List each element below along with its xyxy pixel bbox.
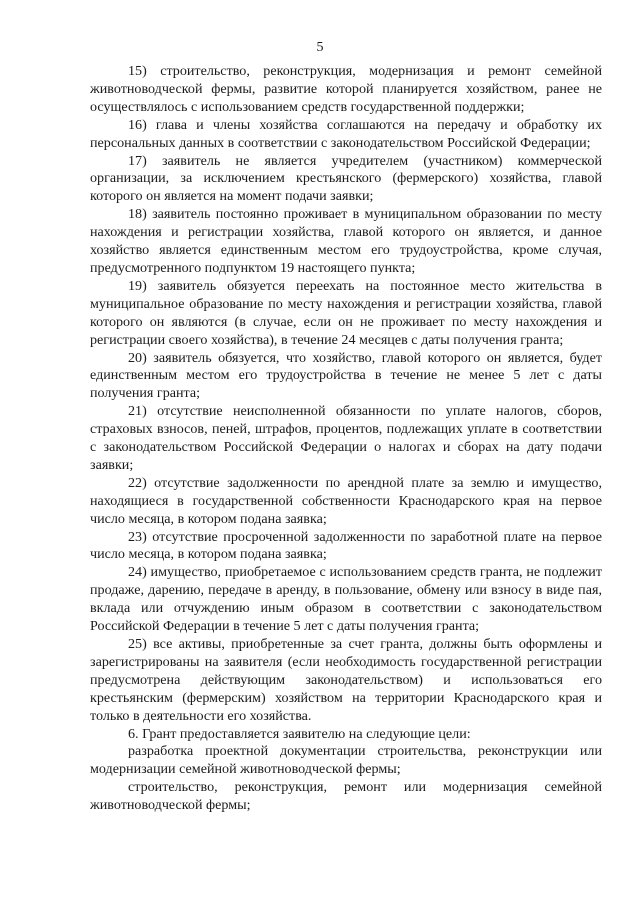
paragraph-21: 21) отсутствие неисполненной обязанности по уплате налогов, сборов, страховых взносов, пеней, штрафов, процентов, подлежащих уплате в соответствии с законодательством Российской Федерации о налогах и сборах на дату подачи заявки;: [90, 403, 602, 473]
paragraph-18: 18) заявитель постоянно проживает в муниципальном образовании по месту нахождения и регистрации хозяйства, главой которого он является, и данное хозяйство является единственным местом его трудоустройства, кроме случая, предусмотренного подпунктом 19 настоящего пункта;: [90, 206, 602, 276]
paragraph-15: 15) строительство, реконструкция, модернизация и ремонт семейной животноводческой фермы, развитие которой планируется хозяйством, ранее не осуществлялось с использованием средств государственной поддержки;: [90, 63, 602, 115]
grant-purpose-construction: строительство, реконструкция, ремонт или модернизация семейной животноводческой фермы;: [90, 779, 602, 814]
paragraph-16: 16) глава и члены хозяйства соглашаются на передачу и обработку их персональных данных в соответствии с законодательством Российской Федерации;: [90, 116, 602, 151]
grant-purpose-design: разработка проектной документации строительства, реконструкции или модернизации семейной животноводческой фермы;: [90, 743, 602, 778]
paragraph-19: 19) заявитель обязуется переехать на постоянное место жительства в муниципальное образование по месту нахождения и регистрации хозяйства, главой которого он являются (в случае, если он не проживает по месту нахождения и регистрации своего хозяйства), в течение 24 месяцев с даты получения гранта;: [90, 277, 602, 348]
document-body: [90, 63, 602, 815]
paragraph-25: 25) все активы, приобретенные за счет гранта, должны быть оформлены и зарегистрированы на заявителя (если необходимость государственной регистрации предусмотрена действующим законодательством) и использоваться его крестьянским (фермерским) хозяйством на территории Краснодарского края и только в деятельности его хозяйства.: [90, 636, 602, 724]
paragraph-23: 23) отсутствие просроченной задолженности по заработной плате на первое число месяца, в котором подана заявка;: [90, 528, 602, 563]
paragraph-17: 17) заявитель не является учредителем (участником) коммерческой организации, за исключением крестьянского (фермерского) хозяйства, главой которого он является на момент подачи заявки;: [90, 152, 602, 205]
page-number: 5: [316, 40, 324, 55]
paragraph-20: 20) заявитель обязуется, что хозяйство, главой которого он является, будет единственным местом его трудоустройства в течение не менее 5 лет с даты получения гранта;: [90, 349, 602, 402]
paragraph-22: 22) отсутствие задолженности по арендной плате за землю и имущество, находящиеся в государственной собственности Краснодарского края на первое число месяца, в котором подана заявка;: [90, 474, 602, 527]
paragraph-24: 24) имущество, приобретаемое с использованием средств гранта, не подлежит продаже, дарению, передаче в аренду, в пользование, обмену или взносу в виде пая, вклада или отчуждению иным образом в соответствии с законодательством Российской Федерации в течение 5 лет с даты получения гранта;: [90, 564, 602, 635]
section-6-heading: 6. Грант предоставляется заявителю на следующие цели:: [128, 725, 471, 742]
